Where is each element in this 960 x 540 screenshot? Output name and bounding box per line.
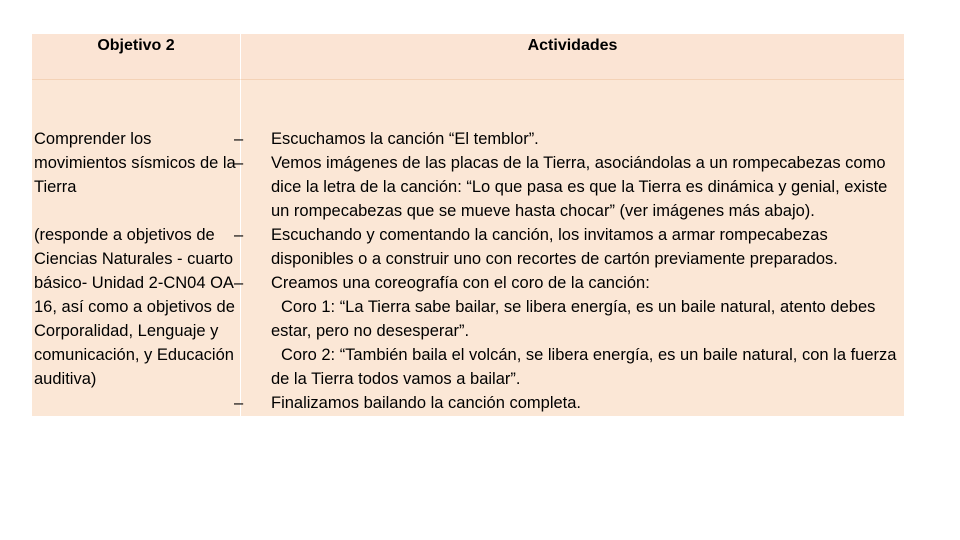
activities-table (32, 34, 904, 416)
header-activities (241, 34, 904, 80)
activity-text: Vemos imágenes de las placas de la Tierra, asociándolas a un rompecabezas como dice la letra de la canción: “Lo que pasa es que la Tierra es dinámica y genial, existe un rompecabezas que se mueve hasta chocar” (ver imágenes más abajo). (271, 154, 888, 220)
header-activities-label: Actividades (527, 37, 618, 54)
activity-text: Escuchamos la canción “El temblor”. (271, 130, 539, 148)
chorus-2: Coro 2: “También baila el volcán, se libera energía, es un baile natural, con la fuerza de la Tierra todos vamos a bailar”. (271, 346, 897, 388)
dash-bullet: – (234, 154, 244, 172)
activity-text: Creamos una coreografía con el coro de la canción: (271, 274, 650, 292)
header-objective-label: Objetivo 2 (97, 37, 175, 54)
dash-bullet: – (234, 274, 244, 292)
dash-bullet: – (234, 394, 244, 412)
objective-text: Comprender los movimientos sísmicos de la Tierra (34, 130, 236, 196)
dash-bullet: – (234, 130, 244, 148)
header-objective (32, 34, 241, 80)
activity-item (234, 391, 904, 415)
activities-cell (234, 80, 904, 416)
activity-item (234, 271, 904, 391)
objective-note: (responde a objetivos de Ciencias Naturales - cuarto básico- Unidad 2-CN04 OA 16, así como a objetivos de Corporalidad, Lenguaje y comunicación, y Educación auditiva) (34, 226, 235, 388)
chorus-1: Coro 1: “La Tierra sabe bailar, se libera energía, es un baile natural, atento debes estar, pero no desesperar”. (271, 298, 876, 340)
activity-item (234, 127, 904, 151)
activity-item (234, 151, 904, 223)
objective-cell (32, 80, 244, 416)
activity-text: Escuchando y comentando la canción, los invitamos a armar rompecabezas disponibles o a construir uno con recortes de cartón previamente preparados. (271, 226, 838, 268)
activity-text: Finalizamos bailando la canción completa. (271, 394, 582, 412)
activity-item (234, 223, 904, 271)
dash-bullet: – (234, 226, 244, 244)
